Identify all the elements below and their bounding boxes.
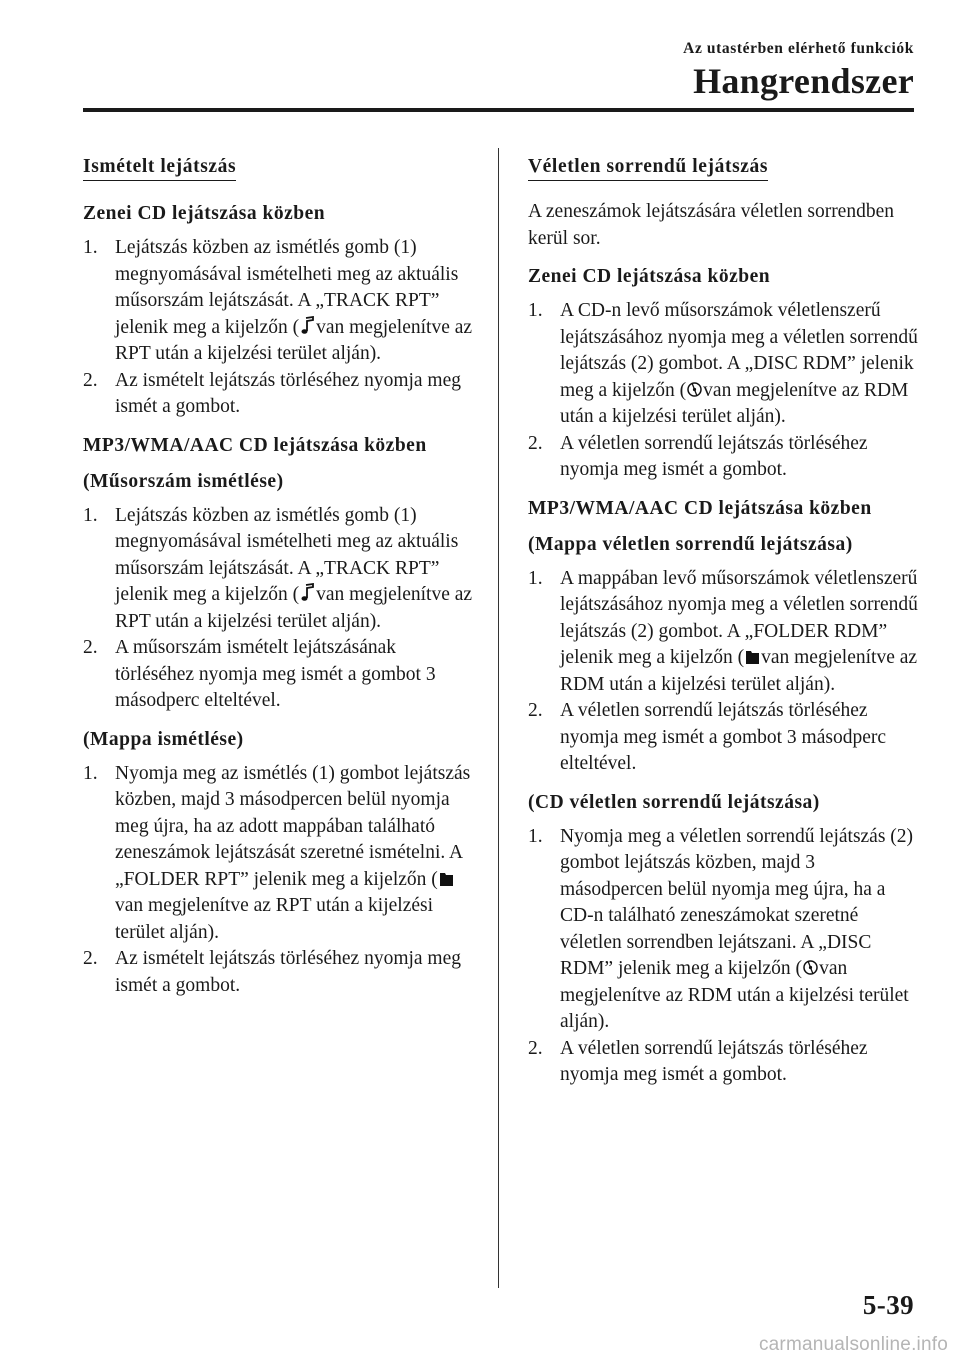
- step-text: van megjelenítve az RDM után a kijelzési terület alján).: [560, 958, 909, 1032]
- list-item: [528, 431, 918, 484]
- step-text: A mappában levő műsorszámok véletlenszerű lejátszásához nyomja meg a véletlen sorrendű lejátszás (2) gombot. A „FOLDER RDM” jelenik meg a kijelzőn (: [560, 567, 918, 668]
- list-item: [83, 368, 473, 421]
- step-text: Az ismételt lejátszás törléséhez nyomja meg ismét a gombot.: [115, 948, 462, 996]
- subheading-mp3: MP3/WMA/AAC CD lejátszása közben: [83, 434, 427, 456]
- disc-icon: [687, 379, 702, 399]
- cd-random-steps: [528, 298, 918, 484]
- folder-repeat-steps: [83, 761, 473, 1000]
- step-text: van megjelenítve az RDM után a kijelzési terület alján).: [560, 379, 909, 427]
- folder-icon: [745, 646, 760, 666]
- cd-repeat-steps: [83, 235, 473, 421]
- step-number: 1.: [528, 567, 543, 589]
- right-column: [528, 152, 918, 1093]
- music-note-icon: [300, 316, 315, 336]
- list-item: [83, 235, 473, 368]
- step-number: 1.: [83, 237, 98, 258]
- step-text: Az ismételt lejátszás törléséhez nyomja meg ismét a gombot.: [115, 369, 462, 417]
- subheading-mp3: MP3/WMA/AAC CD lejátszása közben: [528, 497, 872, 519]
- list-item: [83, 761, 473, 947]
- step-text: van megjelenítve az RPT után a kijelzési terület alján).: [115, 316, 473, 364]
- header-subtitle: Az utastérben elérhető funkciók: [683, 40, 914, 57]
- step-number: 2.: [83, 369, 98, 391]
- subheading-audio-cd: Zenei CD lejátszása közben: [83, 203, 326, 224]
- step-text: A műsorszám ismételt lejátszásának törléséhez nyomja meg ismét a gombot 3 másodperc elteltével.: [115, 637, 436, 711]
- column-divider: [498, 148, 499, 1288]
- left-column: [83, 152, 473, 1003]
- step-text: A véletlen sorrendű lejátszás törléséhez nyomja meg ismét a gombot.: [560, 1037, 868, 1085]
- step-text: Nyomja meg a véletlen sorrendű lejátszás (2) gombot lejátszás közben, majd 3 másodpercen belül nyomja meg újra, ha a CD-n található zeneszámokat szeretné véletlen sorrendben lejátszani. A „DISC RDM” jelenik meg a kijelzőn (: [560, 825, 914, 979]
- subheading-folder-random: (Mappa véletlen sorrendű lejátszása): [528, 533, 853, 555]
- step-text: van megjelenítve az RPT után a kijelzési terület alján).: [115, 584, 473, 632]
- disc-icon: [803, 957, 818, 977]
- step-text: van megjelenítve az RPT után a kijelzési terület alján).: [115, 895, 434, 943]
- section-title-random: Véletlen sorrendű lejátszás: [528, 156, 768, 181]
- list-item: [528, 298, 918, 431]
- step-number: 2.: [83, 637, 98, 658]
- page-number: 5-39: [862, 1290, 914, 1320]
- step-number: 2.: [528, 432, 543, 454]
- list-item: [528, 1036, 918, 1089]
- step-number: 2.: [528, 1037, 543, 1059]
- subheading-folder-repeat: (Mappa ismétlése): [83, 728, 244, 750]
- subheading-disc-random: (CD véletlen sorrendű lejátszása): [528, 791, 820, 813]
- step-number: 1.: [528, 300, 543, 321]
- list-item: [83, 503, 473, 636]
- list-item: [83, 946, 473, 999]
- intro-paragraph: A zeneszámok lejátszására véletlen sorrendben kerül sor.: [528, 201, 894, 249]
- list-item: [528, 698, 918, 778]
- step-text: Lejátszás közben az ismétlés gomb (1) megnyomásával ismételheti meg az aktuális műsorszám lejátszását. A „TRACK RPT” jelenik meg a kijelzőn (: [115, 237, 459, 338]
- step-number: 1.: [83, 762, 98, 784]
- list-item: [528, 566, 918, 699]
- subheading-audio-cd: Zenei CD lejátszása közben: [528, 266, 771, 287]
- list-item: [83, 635, 473, 715]
- step-text: Lejátszás közben az ismétlés gomb (1) megnyomásával ismételheti meg az aktuális műsorszám lejátszását. A „TRACK RPT” jelenik meg a kijelzőn (: [115, 504, 459, 605]
- step-number: 2.: [528, 700, 543, 721]
- disc-random-steps: [528, 824, 918, 1089]
- step-text: van megjelenítve az RDM után a kijelzési terület alján).: [560, 647, 918, 695]
- step-number: 2.: [83, 948, 98, 969]
- watermark: carmanualsonline.info: [758, 1334, 948, 1355]
- header-rule: [83, 108, 914, 112]
- step-text: A véletlen sorrendű lejátszás törléséhez nyomja meg ismét a gombot 3 másodperc elteltével.: [560, 700, 887, 774]
- page-title: Hangrendszer: [693, 61, 914, 101]
- step-text: A CD-n levő műsorszámok véletlenszerű lejátszásához nyomja meg a véletlen sorrendű lejátszás (2) gombot. A „DISC RDM” jelenik meg a kijelzőn (: [560, 300, 918, 401]
- step-text: Nyomja meg az ismétlés (1) gombot lejátszás közben, majd 3 másodpercen belül nyomja meg újra, ha az adott mappában található zeneszámok lejátszását szeretné ismételni. A „FOLDER RPT” jelenik meg a kijelzőn (: [115, 762, 471, 890]
- track-repeat-steps: [83, 503, 473, 715]
- step-number: 1.: [528, 825, 543, 847]
- folder-icon: [439, 868, 454, 888]
- music-note-icon: [300, 583, 315, 603]
- section-title-repeat: Ismételt lejátszás: [83, 156, 236, 181]
- list-item: [528, 824, 918, 1036]
- step-number: 1.: [83, 504, 98, 526]
- step-text: A véletlen sorrendű lejátszás törléséhez nyomja meg ismét a gombot.: [560, 432, 868, 480]
- folder-random-steps: [528, 566, 918, 778]
- subheading-track-repeat: (Műsorszám ismétlése): [83, 470, 284, 492]
